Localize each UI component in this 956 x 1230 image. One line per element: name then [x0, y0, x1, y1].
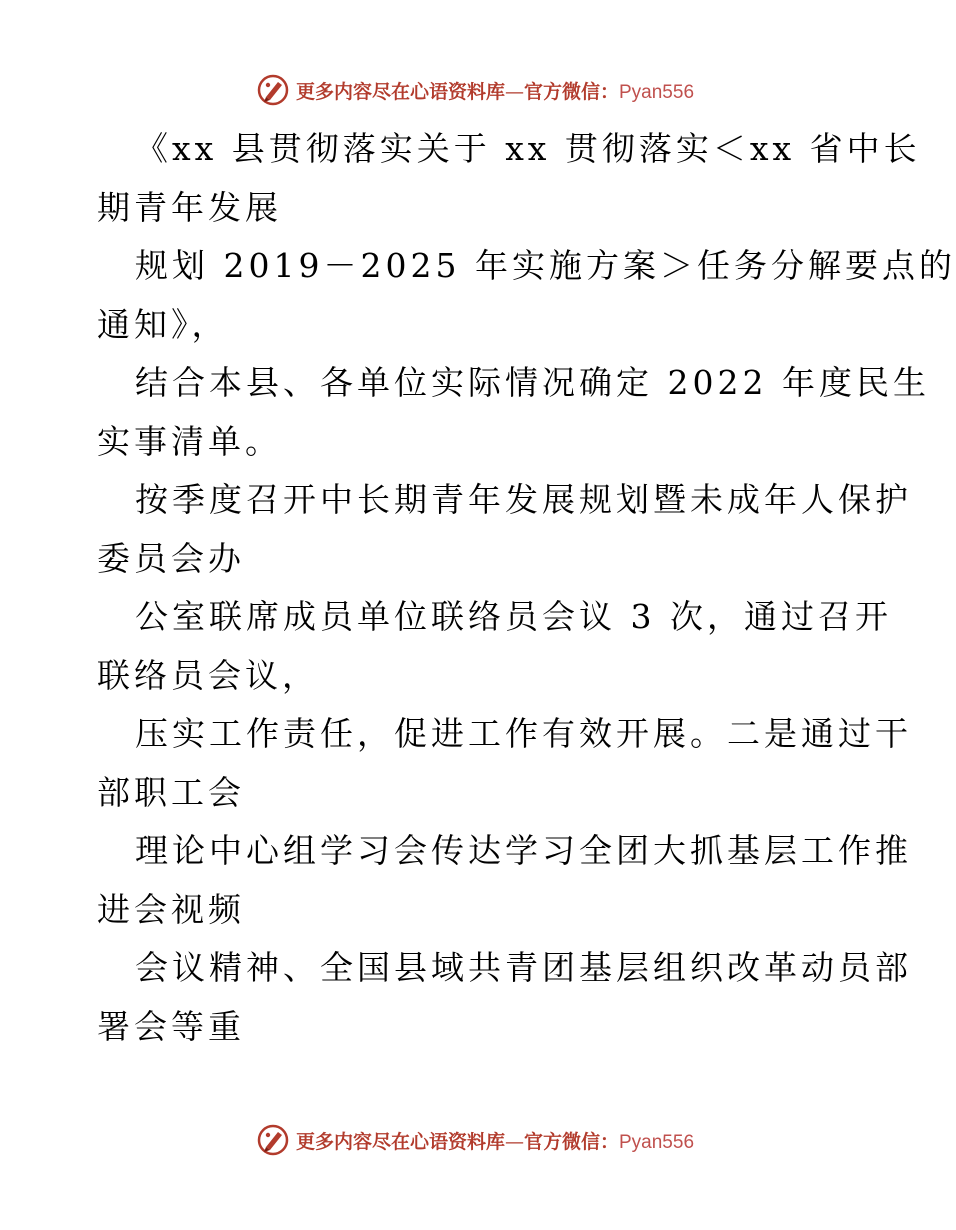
body-line-3: 规划 2019－2025 年实施方案＞任务分解要点的 [135, 246, 956, 285]
body-line-8: 委员会办 [97, 538, 245, 578]
footer-banner-title: 更多内容尽在心语资料库 [295, 1130, 505, 1153]
body-line-15: 会议精神、全国县域共青团基层组织改革动员部 [135, 948, 912, 987]
body-line-16: 署会等重 [97, 1006, 245, 1046]
header-banner-contact-id: Pyan556 [619, 81, 695, 103]
body-line-6: 实事清单。 [97, 421, 282, 461]
body-line-5: 结合本县、各单位实际情况确定 2022 年度民生 [135, 363, 930, 402]
header-banner-title: 更多内容尽在心语资料库 [295, 80, 505, 103]
body-line-13: 理论中心组学习会传达学习全团大抓基层工作推 [135, 831, 912, 870]
body-line-4: 通知》， [97, 304, 229, 344]
document-body [97, 120, 956, 1056]
body-line-11: 压实工作责任，促进工作有效开展。二是通过干 [135, 714, 912, 753]
body-line-7: 按季度召开中长期青年发展规划暨未成年人保护 [135, 480, 912, 519]
footer-banner-text [296, 1127, 694, 1154]
pen-logo-icon [256, 73, 290, 107]
body-line-12: 部职工会 [97, 772, 245, 812]
body-line-10: 联络员会议， [97, 655, 319, 695]
footer-banner [0, 1120, 950, 1160]
body-line-1: 《xx 县贯彻落实关于 xx 贯彻落实＜xx 省中长 [135, 129, 921, 168]
footer-banner-contact-label: 官方微信： [523, 1130, 619, 1153]
body-line-9: 公室联席成员单位联络员会议 3 次，通过召开 [135, 597, 892, 636]
footer-banner-contact-id: Pyan556 [619, 1131, 695, 1153]
header-banner-text [296, 77, 694, 104]
pen-logo-icon [256, 1123, 290, 1157]
footer-banner-dash: — [504, 1130, 524, 1153]
header-banner [0, 70, 950, 110]
header-banner-contact-label: 官方微信： [523, 80, 619, 103]
header-banner-dash: — [504, 80, 524, 103]
body-line-14: 进会视频 [97, 889, 245, 929]
body-line-2: 期青年发展 [97, 187, 282, 227]
